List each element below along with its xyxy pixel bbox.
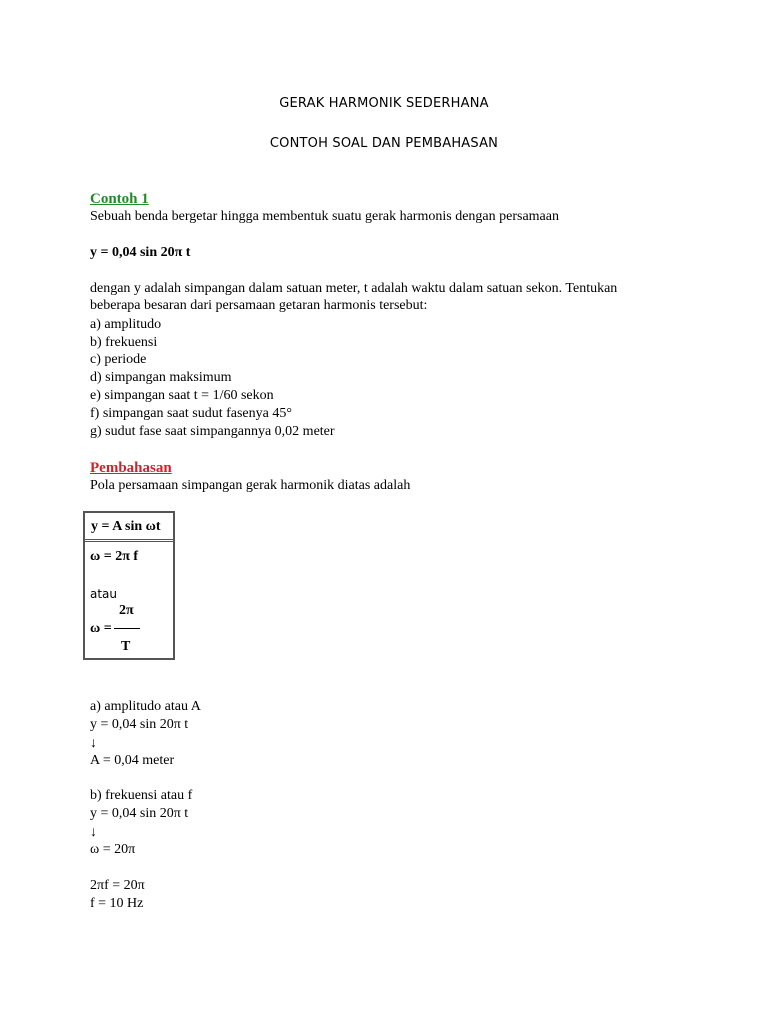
question-item: f) simpangan saat sudut fasenya 45° [90,406,292,421]
example-description-line-2: beberapa besaran dari persamaan getaran harmonis tersebut: [90,298,428,313]
down-arrow-icon: ↓ [90,736,97,751]
down-arrow-icon: ↓ [90,825,97,840]
formula-omega-prefix: ω = [90,621,112,636]
part-a-heading: a) amplitudo atau A [90,699,201,714]
part-a-result: A = 0,04 meter [90,753,175,768]
question-item: c) periode [90,352,147,367]
question-item: e) simpangan saat t = 1/60 sekon [90,388,274,403]
part-b-result: f = 10 Hz [90,896,144,911]
formula-denominator: T [121,639,131,654]
fraction-bar [114,628,140,629]
solution-label: Pembahasan [90,460,172,476]
example-description-line-1: dengan y adalah simpangan dalam satuan meter, t adalah waktu dalam satuan sekon. Tentukan [90,281,618,296]
formula-omega-frequency: ω = 2π f [90,549,139,564]
solution-intro: Pola persamaan simpangan gerak harmonik diatas adalah [90,478,411,493]
document-subtitle: CONTOH SOAL DAN PEMBAHASAN [269,136,499,151]
example-intro: Sebuah benda bergetar hingga membentuk suatu gerak harmonis dengan persamaan [90,209,559,224]
question-item: a) amplitudo [90,317,162,332]
part-b-step: 2πf = 20π [90,878,145,893]
formula-numerator: 2π [119,603,134,618]
document-title: GERAK HARMONIK SEDERHANA [279,96,489,111]
formula-main: y = A sin ωt [91,519,161,534]
formula-or: atau [90,587,118,601]
question-item: b) frekuensi [90,335,158,350]
formula-box-header [85,513,173,542]
example-label: Contoh 1 [90,191,149,207]
part-a-equation: y = 0,04 sin 20π t [90,717,189,732]
part-b-heading: b) frekuensi atau f [90,788,193,803]
part-b-equation: y = 0,04 sin 20π t [90,806,189,821]
example-equation: y = 0,04 sin 20π t [90,245,191,260]
part-b-omega: ω = 20π [90,842,136,857]
question-item: d) simpangan maksimum [90,370,232,385]
question-item: g) sudut fase saat simpangannya 0,02 meter [90,424,335,439]
